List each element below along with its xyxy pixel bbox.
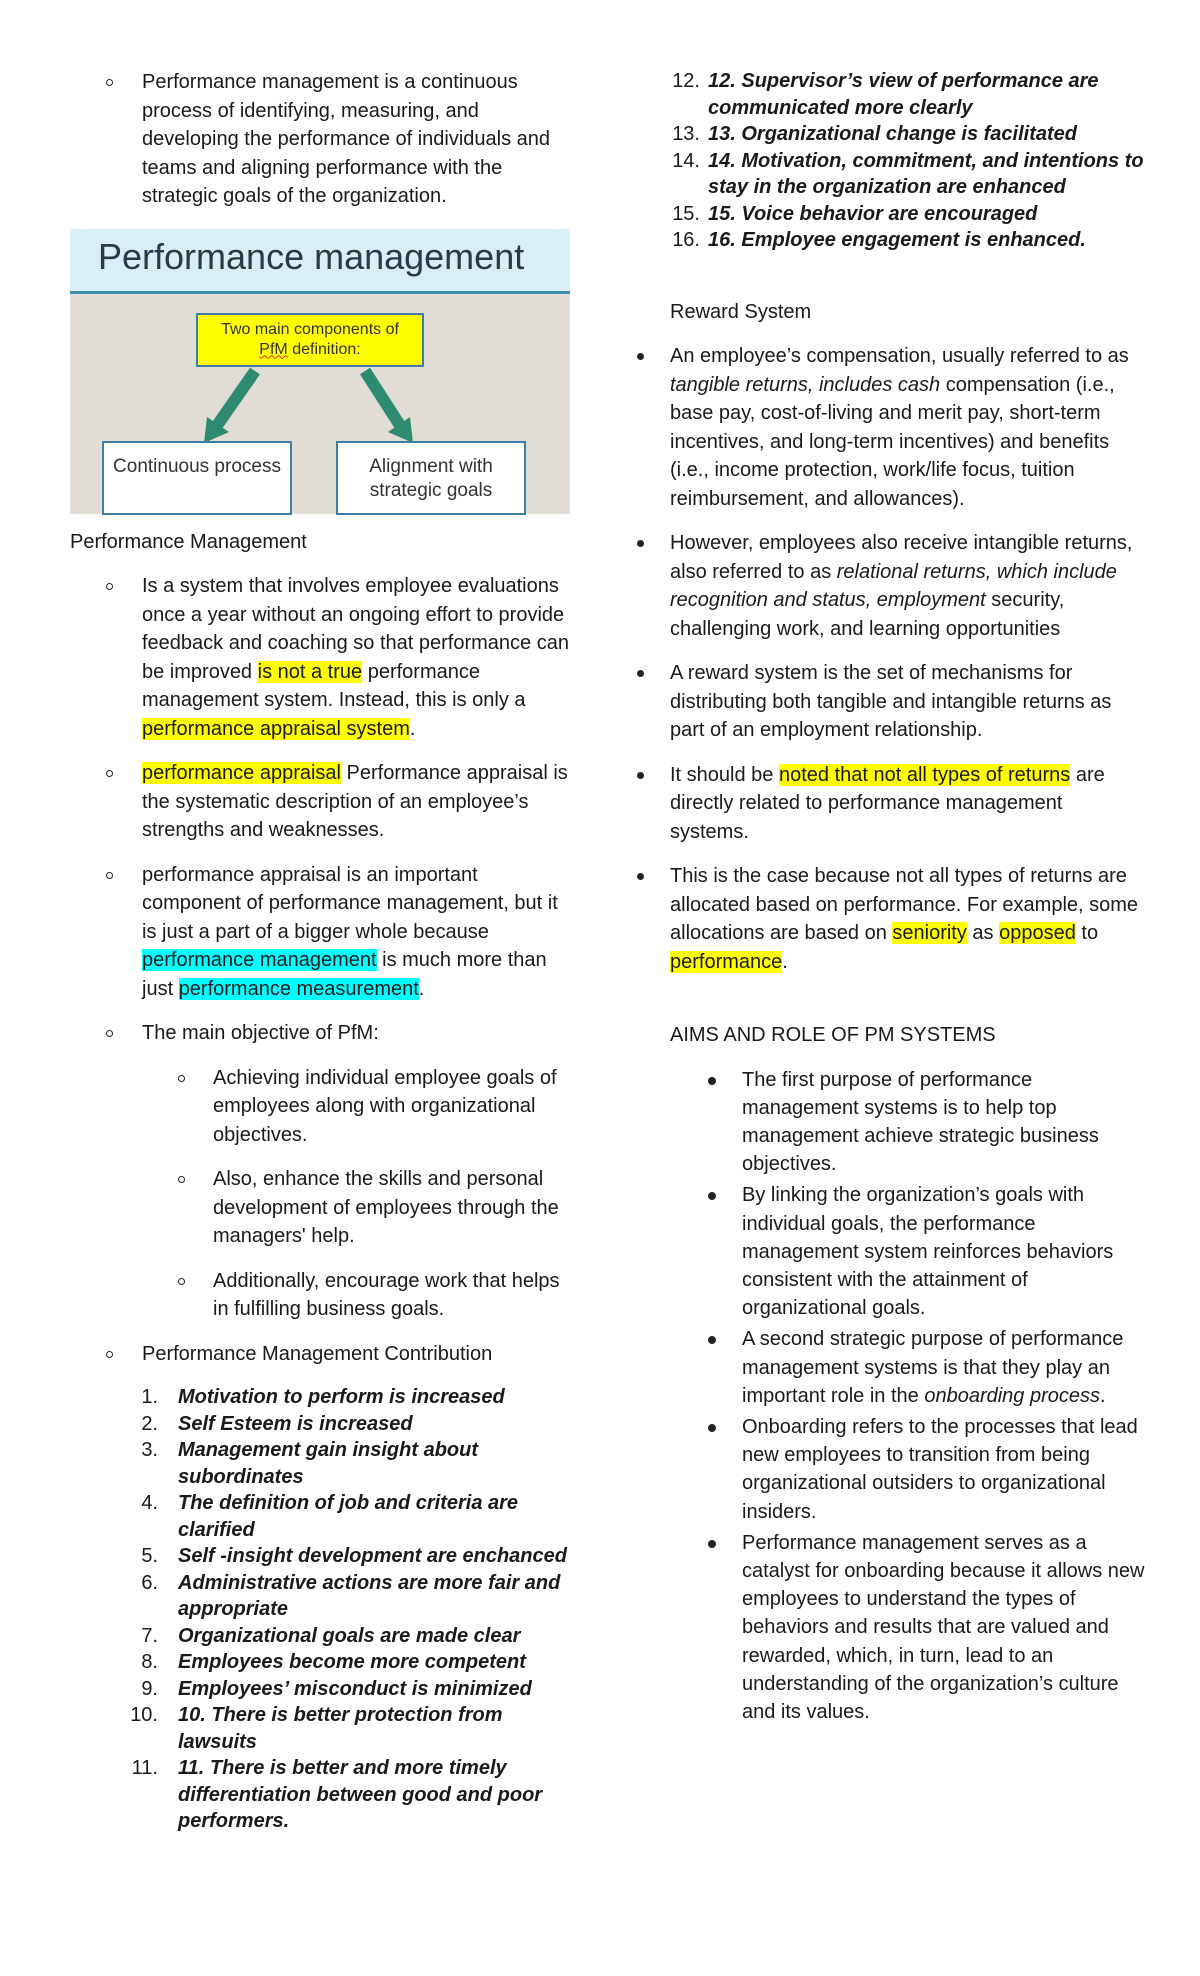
objective-text: Also, enhance the skills and personal development of employees through the managers' help. (213, 1168, 559, 1247)
contribution-text: 15. Voice behavior are encouraged (708, 202, 1038, 225)
aims-list (670, 1066, 1145, 1727)
aims-text: By linking the organization’s goals with individual goals, the performance management system reinforces behaviors consistent with the attainment of organizational goals. (742, 1184, 1114, 1320)
contribution-item (70, 1570, 575, 1623)
text-run: performance appraisal is an important component of performance management, but it is just a part of a bigger whole because (142, 863, 558, 943)
bullet-text (142, 759, 575, 845)
hollow-circle-icon (178, 1075, 185, 1082)
contribution-text: 12. Supervisor’s view of performance are communicated more clearly (708, 70, 1099, 119)
list-number: 3. (141, 1439, 158, 1461)
bullet-appraisal-component (70, 861, 575, 1004)
contribution-text: Organizational goals are made clear (178, 1624, 521, 1647)
contribution-title: Performance Management Contribution (142, 1342, 493, 1365)
objective-text: Achieving individual employee goals of employees along with organizational objectives. (213, 1066, 557, 1146)
section-heading-aims: AIMS AND ROLE OF PM SYSTEMS (670, 1024, 996, 1046)
bullet-text: A reward system is the set of mechanisms for distributing both tangible and intangible returns as part of an employment relationship. (670, 662, 1112, 741)
italic-run: onboarding process (924, 1384, 1101, 1407)
list-number: 9. (141, 1677, 158, 1700)
objective-item (70, 1064, 575, 1150)
text-run: compensation (i.e., base pay, cost-of-living and merit pay, short-term incentives, and long-term incentives) and benefits (i.e., income protection, work/life focus, tuition reimbursement, and allowances). (670, 373, 1115, 510)
contribution-item (670, 68, 1145, 121)
highlight: is not a true (257, 660, 363, 683)
contribution-item (70, 1649, 575, 1676)
italic-run: tangible returns, includes cash (670, 373, 941, 396)
text-run: . (1100, 1384, 1106, 1407)
text-run: security, challenging work, and learning opportunities (670, 589, 1065, 640)
filled-dot-icon (708, 1540, 716, 1548)
arrow-left-shaft (216, 371, 255, 427)
aims-text: Onboarding refers to the processes that lead new employees to transition from being organizational outsiders to organizational insiders. (742, 1415, 1138, 1523)
list-number: 2. (141, 1412, 158, 1435)
bullet-not-true-system (70, 572, 575, 743)
left-column (70, 68, 575, 1835)
bullet-contribution-title (70, 1340, 575, 1369)
text-run: as (966, 922, 1000, 944)
aims-item (670, 1413, 1145, 1526)
contribution-text: 14. Motivation, commitment, and intentions to stay in the organization are enhanced (708, 149, 1144, 198)
reward-bullet (670, 862, 1145, 976)
bullet-text (670, 761, 1145, 847)
intro-text: Performance management is a continuous process of identifying, measuring, and developing the performance of individuals and teams and aligning performance with the strategic goals of the organization. (142, 71, 551, 207)
contribution-text: 11. There is better and more timely differentiation between good and poor performers. (178, 1757, 543, 1832)
contribution-item (70, 1384, 575, 1411)
intro-bullet (70, 68, 575, 211)
aims-text: The first purpose of performance management systems is to help top management achieve strategic business objectives. (742, 1068, 1099, 1176)
contribution-text: Administrative actions are more fair and appropriate (178, 1571, 561, 1620)
reward-bullet (670, 761, 1145, 847)
text-run: However, employees also receive intangible returns, also referred to as (670, 532, 1133, 583)
filled-dot-icon (708, 1424, 716, 1432)
list-number: 4. (141, 1492, 158, 1514)
diagram-top-line1: Two main components of (221, 320, 399, 338)
arrow-right-shaft (365, 371, 401, 427)
filled-dot-icon (637, 353, 644, 360)
filled-dot-icon (637, 873, 644, 880)
filled-dot-icon (708, 1336, 716, 1344)
diagram-box-alignment: Alignment with strategic goals (336, 441, 526, 515)
objective-item (70, 1267, 575, 1324)
text-run: It should be (670, 763, 779, 786)
highlight: opposed (999, 922, 1076, 944)
list-number: 13. (672, 123, 700, 145)
diagram-box-continuous: Continuous process (102, 441, 292, 515)
contribution-text: The definition of job and criteria are clarified (178, 1492, 519, 1541)
contribution-item (70, 1437, 575, 1490)
diagram-top-abbr: PfM (259, 340, 288, 358)
list-number: 10. (130, 1704, 158, 1726)
hollow-circle-icon (106, 583, 113, 590)
right-column (670, 68, 1145, 1726)
text-run: . (418, 977, 425, 1000)
contribution-item (70, 1411, 575, 1438)
contribution-text: 16. Employee engagement is enhanced. (708, 229, 1086, 251)
aims-text: Performance management serves as a catalyst for onboarding because it allows new employees to understand the types of behaviors and results that are valued and rewarded, which, in turn, lead to an understanding of the organization’s culture and its values. (742, 1531, 1145, 1723)
diagram-top-rest: definition: (287, 340, 361, 358)
text-run: is much more than just (142, 949, 547, 1000)
text-run: . (782, 950, 788, 973)
highlight: performance measurement (178, 977, 419, 1000)
aims-item (670, 1066, 1145, 1179)
aims-text (742, 1325, 1145, 1410)
reward-bullet (670, 659, 1145, 745)
hollow-circle-icon (106, 79, 113, 86)
hollow-circle-icon (106, 1030, 113, 1037)
filled-dot-icon (637, 540, 644, 547)
text-run: to (1075, 922, 1099, 944)
hollow-circle-icon (178, 1176, 185, 1183)
highlight: performance appraisal (142, 762, 341, 784)
highlight: performance appraisal system (142, 717, 410, 740)
objective-title: The main objective of PfM: (142, 1022, 379, 1044)
text-run: . (409, 717, 416, 740)
highlight: noted that not all types of returns (778, 763, 1071, 786)
contribution-item (70, 1490, 575, 1543)
contribution-item (670, 227, 1145, 254)
highlight: performance management (142, 949, 377, 971)
contribution-text: Self Esteem is increased (178, 1412, 413, 1435)
contribution-item (670, 148, 1145, 201)
text-run: Performance appraisal is the systematic description of an employee’s strengths and weaknesses. (142, 762, 568, 841)
contribution-text: 10. There is better protection from lawsuits (178, 1704, 503, 1753)
text-run: An employee’s compensation, usually referred to as (670, 345, 1129, 367)
list-number: 16. (672, 229, 700, 251)
contribution-text: Self -insight development are enchanced (178, 1545, 567, 1567)
text-run: are directly related to performance management systems. (670, 763, 1105, 843)
list-number: 8. (141, 1651, 158, 1673)
list-number: 14. (672, 149, 700, 172)
filled-dot-icon (708, 1192, 716, 1200)
contribution-item (670, 201, 1145, 228)
list-number: 7. (141, 1624, 158, 1647)
filled-dot-icon (637, 670, 644, 677)
bullet-objective-title (70, 1019, 575, 1048)
bullet-text (142, 861, 575, 1004)
italic-run: relational returns, which include recognition and status, employment (670, 560, 1117, 611)
aims-item (670, 1325, 1145, 1410)
objective-item (70, 1165, 575, 1251)
contribution-item (670, 121, 1145, 148)
text-run: performance management system. Instead, this is only a (142, 660, 526, 711)
hollow-circle-icon (106, 1351, 113, 1358)
hollow-circle-icon (106, 872, 113, 879)
objective-text: Additionally, encourage work that helps in fulfilling business goals. (213, 1269, 560, 1320)
contribution-item (70, 1623, 575, 1650)
reward-bullet (670, 529, 1145, 643)
contribution-item (70, 1543, 575, 1570)
hollow-circle-icon (178, 1278, 185, 1285)
contribution-text: Employees’ misconduct is minimized (178, 1677, 532, 1700)
list-number: 15. (672, 202, 700, 225)
bullet-text (142, 572, 575, 743)
highlight: seniority (892, 922, 967, 944)
text-run: This is the case because not all types of returns are allocated based on performance. For example, some allocations are based on (670, 865, 1139, 944)
list-number: 6. (141, 1571, 158, 1594)
contribution-text: Motivation to perform is increased (178, 1386, 505, 1408)
list-number: 12. (672, 70, 700, 92)
list-number: 11. (131, 1757, 158, 1779)
aims-item (670, 1181, 1145, 1322)
list-number: 5. (141, 1545, 158, 1567)
bullet-appraisal-definition (70, 759, 575, 845)
aims-item (670, 1529, 1145, 1726)
contribution-text: Employees become more competent (178, 1651, 526, 1673)
highlight: performance (670, 950, 783, 973)
section-heading-pm: Performance Management (70, 530, 307, 553)
filled-dot-icon (637, 772, 644, 779)
contribution-item (70, 1702, 575, 1755)
filled-dot-icon (708, 1077, 716, 1085)
contribution-text: Management gain insight about subordinates (178, 1439, 479, 1488)
section-heading-reward: Reward System (670, 300, 812, 323)
text-run: A second strategic purpose of performance management systems is that they play an important role in the (742, 1328, 1124, 1407)
reward-bullet (670, 342, 1145, 513)
hollow-circle-icon (106, 770, 113, 777)
list-number: 1. (141, 1386, 158, 1408)
contribution-item (70, 1676, 575, 1703)
diagram-title: Performance management (98, 235, 525, 277)
contribution-list-right (670, 68, 1145, 254)
bullet-text (670, 862, 1145, 976)
text-run: Is a system that involves employee evaluations once a year without an ongoing effort to provide feedback and coaching so that performance can be improved (142, 575, 569, 683)
contribution-list-left (70, 1384, 575, 1835)
contribution-text: 13. Organizational change is facilitated (708, 123, 1077, 145)
pfm-diagram (70, 229, 570, 514)
bullet-text (670, 342, 1145, 513)
contribution-item (70, 1755, 575, 1835)
bullet-text (670, 529, 1145, 643)
